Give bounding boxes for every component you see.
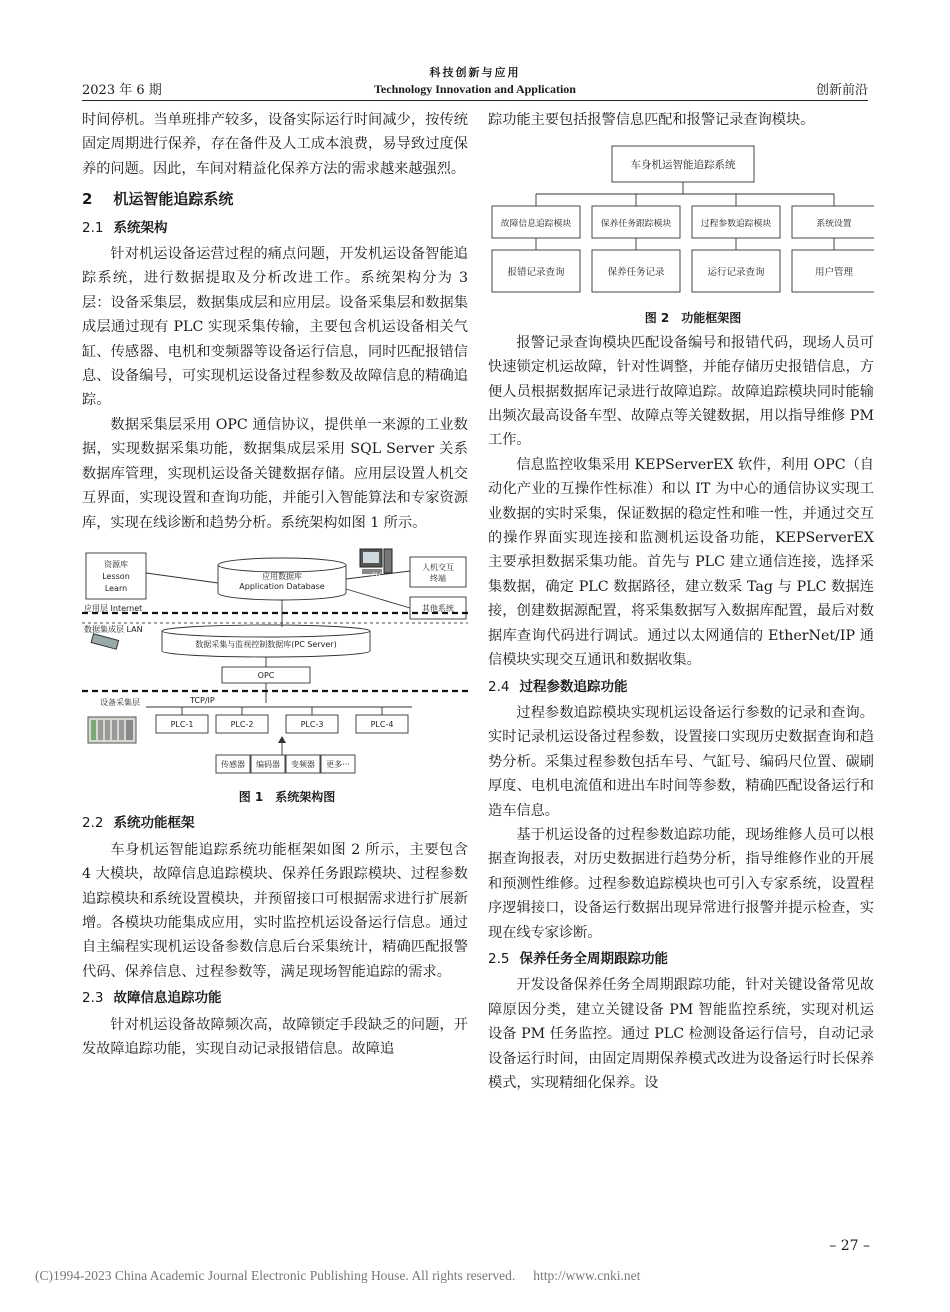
root-label: 车身机运智能追踪系统 <box>630 159 736 172</box>
journal-title-cn: 科技创新与应用 <box>429 66 521 79</box>
figure-1-caption: 图 1 系统架构图 <box>238 789 336 804</box>
subsection-number: 2.5 <box>488 950 510 967</box>
other-system-label: 其他系统 <box>422 603 454 613</box>
resource-library-label-3: Learn <box>104 583 128 593</box>
paragraph-2-4-b: 基于机运设备的过程参数追踪功能，现场维修人员可以根据查询报表，对历史数据进行趋势分析，指导维修作业的开展和预测性维修。过程参数追踪模块也可引入专家系统，设置程序逻辑接口，设备运行数据出现异常进行报警并提示检查，实现在线专家诊断。 <box>488 826 874 941</box>
paragraph-2-3-c: 信息监控收集采用 KEPServerEX 软件，利用 OPC（自动化产业的互操作性标准）和以 IT 为中心的通信协议实现工业数据的实时采集，保证数据的稳定性和唯一性，并通过交互的操作界面实现连接和监测机运设备功能，KEPServerEX 主要承担数据采集功能。首先与 PLC 建立通信连接，选择采集数据，确定 PLC 数据路径，建立数采 Tag 与 PLC 数据连接，创建数据源配置，将采集数据写入数据库配置，最后对数据库查询代码进行调试。通过以太网通信的 EtherNet/IP 通信模块实现交互通讯和数据收集。 <box>488 456 874 669</box>
module-label-1: 故障信息追踪模块 <box>500 219 572 230</box>
subsection-title: 系统架构 <box>113 219 168 236</box>
pc-server-top <box>162 625 370 637</box>
plc-hardware-icon <box>88 717 136 743</box>
subsection-number: 2.4 <box>488 678 510 695</box>
paragraph-2-3-b: 报警记录查询模块匹配设备编号和报错代码，现场人员可快速锁定机运故障，针对性调整，并能存储历史报错信息，方便人员根据数据库记录进行故障追踪。故障追踪模块同时能输出频次最高设备车型、故障点等关键数据，用以指导维修 PM 工作。 <box>488 334 874 449</box>
subsection-title: 系统功能框架 <box>113 815 195 832</box>
more-label: 更多··· <box>326 759 350 769</box>
subsection-number: 2.3 <box>82 990 104 1007</box>
header-rule <box>82 100 868 101</box>
figure-2-caption: 图 2 功能框架图 <box>644 311 742 326</box>
router-icon <box>91 634 118 649</box>
pc-server-label: 数据采集与监视控制数据库(PC Server) <box>195 639 337 649</box>
paragraph-2-4-a: 过程参数追踪模块实现机运设备运行参数的记录和查询。实时记录机运设备过程参数，设置接口实现历史数据查询和趋势分析。采集过程参数包括车号、气缸号、编码尺位置、碳刷厚度、电机电流值和进出车时间等参数，精确匹配设备运行和造车信息。 <box>488 704 874 819</box>
subsection-heading-2-1 <box>82 216 468 240</box>
hmi-label-1: 人机交互 <box>422 562 454 572</box>
sub-label-1: 报错记录查询 <box>507 267 565 279</box>
tcpip-label: TCP/IP <box>190 695 215 705</box>
integration-layer-label: 数据集成层 LAN <box>84 624 143 634</box>
paragraph-2-3: 针对机运设备故障频次高，故障锁定手段缺乏的问题，开发故障追踪功能，实现自动记录报错信息。故障追 <box>82 1016 468 1057</box>
opc-label: OPC <box>257 670 275 680</box>
module-label-2: 保养任务跟踪模块 <box>600 219 672 230</box>
subsection-heading-2-5 <box>488 947 874 971</box>
paragraph-2-1-a: 针对机运设备运营过程的痛点问题，开发机运设备智能追踪系统，进行数据提取及分析改进工作。系统架构分为 3 层：设备采集层，数据集成层和应用层。设备采集层和数据集成层通过现有 PLC 实现采集传输，主要包含机运设备相关气缸、传感器、电机和变频器等设备运行信息，同时匹配报错信息、设备编号，可实现机运设备过程参数及故障信息的精确追踪。 <box>82 246 468 409</box>
subsection-number: 2.2 <box>82 815 104 832</box>
sub-label-2: 保养任务记录 <box>607 267 665 279</box>
journal-title <box>0 64 950 97</box>
figure-1-architecture <box>82 543 468 785</box>
plc-1-label: PLC-1 <box>170 719 194 729</box>
footer-copyright: (C)1994-2023 China Academic Journal Electronic Publishing House. All rights reserved. <box>35 1268 516 1283</box>
architecture-diagram <box>82 543 468 785</box>
page-number: – 27 – <box>829 1238 870 1254</box>
section-heading-2 <box>82 187 468 211</box>
encoder-label: 编码器 <box>256 759 280 769</box>
plc-3-label: PLC-3 <box>300 719 324 729</box>
sub-label-3: 运行记录查询 <box>707 267 765 279</box>
inverter-label: 变频器 <box>291 759 315 769</box>
subsection-title: 保养任务全周期跟踪功能 <box>519 950 668 967</box>
paragraph-2-3-cont: 踪功能主要包括报警信息匹配和报警记录查询模块。 <box>488 112 815 128</box>
app-database-top <box>218 558 346 572</box>
paragraph-2-1-b: 数据采集层采用 OPC 通信协议，提供单一来源的工业数据，实现数据采集功能，数据集成层采用 SQL Server 关系数据库管理，实现机运设备关键数据存储。应用层设置人机交互界面，实现设置和查询功能，并能引入智能算法和专家资源库，实现在线诊断和趋势分析。系统架构如图 1 所示。 <box>82 416 468 531</box>
module-label-3: 过程参数追踪模块 <box>700 219 772 230</box>
app-db-label-2: Application Database <box>239 581 325 591</box>
function-framework-diagram <box>488 142 874 318</box>
paragraph-intro: 时间停机。当单班排产较多，设备实际运行时间减少，按传统固定周期进行保养，存在备件及人工成本浪费，易导致过度保养的问题。因此，车间对精益化保养方法的需求越来越强烈。 <box>82 112 468 177</box>
section-label: 创新前沿 <box>815 83 868 98</box>
subsection-heading-2-3 <box>82 986 468 1010</box>
footer <box>35 1268 640 1284</box>
resource-library-label-2: Lesson <box>102 571 130 581</box>
journal-title-en: Technology Innovation and Application <box>374 82 576 96</box>
device-layer-label: 设备采集层 <box>100 697 140 707</box>
section-title: 机运智能追踪系统 <box>113 190 234 209</box>
figure-2-function-framework <box>488 142 874 318</box>
subsection-heading-2-2 <box>82 811 468 835</box>
right-column <box>488 108 874 1095</box>
sub-label-4: 用户管理 <box>814 267 854 279</box>
subsection-number: 2.1 <box>82 219 104 236</box>
issue-label: 2023 年 6 期 <box>82 83 162 98</box>
paragraph-2-2: 车身机运智能追踪系统功能框架如图 2 所示，主要包含 4 大模块，故障信息追踪模块、保养任务跟踪模块、过程参数追踪模块和系统设置模块，并预留接口可根据需求进行扩展新增。各模块功能集成应用，实时监控机运设备运行信息。通过自主编程实现机运设备参数信息后台采集统计，精确匹配报警代码、保养信息、过程参数等，满足现场智能追踪的需求。 <box>82 841 468 980</box>
sensor-label: 传感器 <box>221 759 245 769</box>
computer-icon <box>360 549 392 574</box>
left-column <box>82 108 468 1061</box>
paragraph-2-5: 开发设备保养任务全周期跟踪功能，针对关键设备常见故障原因分类，建立关键设备 PM 智能监控系统，实现对机运设备 PM 任务监控。通过 PLC 检测设备运行信号，自动记录设备运行时间，由固定周期保养模式改进为设备运行时长保养模式，实现精细化保养。设 <box>488 977 874 1091</box>
subsection-heading-2-4 <box>488 675 874 699</box>
app-layer-label: 应用层 Internet <box>84 603 143 613</box>
hmi-label-2: 终端 <box>430 573 446 583</box>
plc-2-label: PLC-2 <box>230 719 254 729</box>
footer-url[interactable]: http://www.cnki.net <box>533 1268 641 1283</box>
subsection-title: 过程参数追踪功能 <box>519 678 628 695</box>
plc-4-label: PLC-4 <box>370 719 394 729</box>
resource-library-label-1: 资源库 <box>104 559 128 569</box>
subsection-title: 故障信息追踪功能 <box>113 990 222 1007</box>
plc-icon-text: PLC <box>372 571 384 579</box>
section-number: 2 <box>82 190 93 209</box>
module-label-4: 系统设置 <box>816 219 852 230</box>
app-db-label-1: 应用数据库 <box>262 571 302 581</box>
